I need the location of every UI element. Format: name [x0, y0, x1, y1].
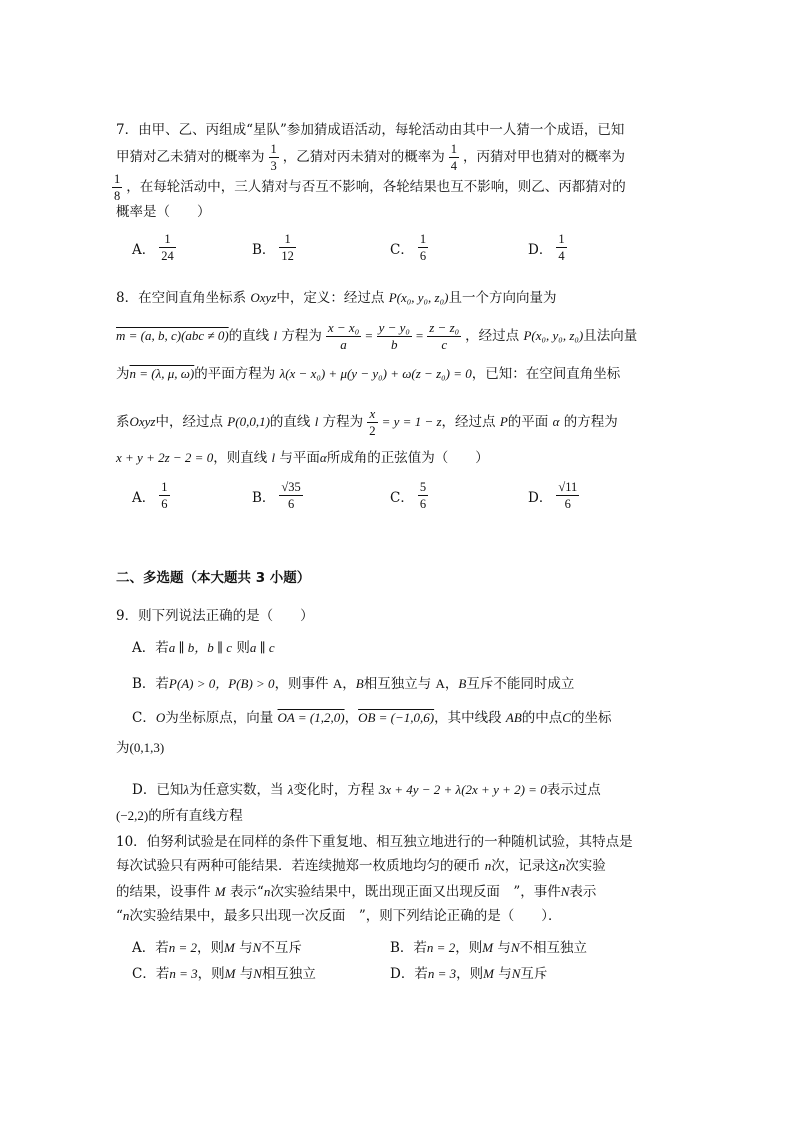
q8-oxyz-2: Oxyz: [129, 414, 156, 429]
q8-option-a-frac: [159, 480, 169, 511]
q8-text-3c: ，已知：在空间直角坐标: [471, 366, 621, 382]
q8-text-1c: 且一个方向向量为: [448, 290, 557, 306]
q8-text-2c: ，经过点: [465, 328, 520, 344]
q9-c-label: C．: [132, 710, 156, 726]
q9-c-vector-ob: OB = (−1,0,6): [358, 710, 435, 725]
q9-c-segment-ab: AB: [505, 710, 522, 725]
q7-f1-num: 1: [270, 142, 277, 156]
q8-text-4f: ，经过点: [441, 414, 496, 430]
q7-option-a-label: A．: [132, 241, 156, 258]
q10-d-then: ，则: [456, 966, 484, 982]
q7-line-2: [116, 140, 625, 174]
q8-option-b-label: B．: [252, 489, 276, 506]
q9-a-conclusion: a ∥ c: [249, 640, 275, 655]
q10-text-1: 10．伯努利试验是在同样的条件下重复地、相互独立地进行的一种随机试验，其特点是: [116, 834, 633, 850]
q10-d-conclusion: 互斥: [520, 966, 548, 982]
q9-d-equation: 3x + 4y − 2 + λ(2x + y + 2) = 0: [378, 782, 547, 797]
q7-option-c-frac: [418, 232, 428, 263]
q8-option-d-den: 6: [564, 497, 571, 511]
q8-option-b[interactable]: [252, 480, 307, 511]
q9-b-probabilities: P(A) > 0，P(B) > 0: [168, 676, 275, 691]
q10-n-var-4: n: [122, 908, 130, 923]
q7-f2-den: 4: [450, 159, 457, 173]
q10-option-c[interactable]: [132, 962, 316, 982]
q9-c-midpoint: C: [562, 710, 571, 725]
q7-option-d-num: 1: [558, 232, 565, 246]
q7-option-d-den: 4: [558, 249, 565, 263]
q9-b-comma-2: ，: [444, 676, 459, 692]
q7-line-4: [116, 202, 211, 222]
q9-b-label: B．若: [132, 676, 169, 692]
q8-option-d[interactable]: [528, 480, 583, 511]
q9-d-text-2: 为任意实数，当: [188, 782, 284, 798]
q8-option-c-frac: [418, 480, 428, 511]
q10-b-conclusion: 不相互独立: [519, 940, 588, 956]
q10-d-n: n = 3: [427, 966, 457, 981]
q9-d-point: (−2,2): [116, 808, 149, 823]
q10-a-n-event: N: [252, 940, 262, 955]
q10-text-3d: 表示: [569, 884, 597, 900]
q9-stem-text: 9．则下列说法正确的是（ ）: [116, 608, 314, 624]
q10-c-and: 与: [239, 966, 254, 982]
q10-event-m: M: [214, 884, 226, 899]
q10-a-and: 与: [239, 940, 253, 956]
q8-m-vector: m = (a, b, c)(abc ≠ 0): [116, 328, 229, 343]
q10-b-n: n = 2: [426, 940, 456, 955]
q7-option-d[interactable]: [528, 232, 571, 263]
q8-text-4h: 的方程为: [563, 414, 618, 430]
section-title-multi-choice: 二、多选题（本大题共 3 小题）: [116, 570, 311, 586]
q7-option-c[interactable]: [390, 232, 432, 263]
q7-option-c-den: 6: [419, 249, 427, 263]
q9-b-event-b: B: [355, 676, 364, 691]
q8-plane-alpha-eq: x + y + 2z − 2 = 0: [116, 450, 214, 465]
q10-a-label: A．若: [132, 940, 169, 956]
q9-b-event-a-2: A: [435, 676, 445, 691]
q8-text-5c: 与平面: [279, 450, 320, 466]
q10-a-then: ，则: [197, 940, 225, 956]
q7-option-c-num: 1: [419, 232, 427, 246]
q10-d-m: M: [483, 966, 494, 981]
q8-fx-num: x − x₀: [327, 320, 360, 335]
q10-b-m: M: [482, 940, 494, 955]
q8-option-a-num: 1: [161, 480, 168, 494]
q9-b-event-b-2: B: [458, 676, 467, 691]
q8-frac-x2: [367, 407, 378, 438]
q8-line-4: [116, 404, 618, 440]
q8-l-var: l: [273, 328, 278, 343]
q8-text-1b: 中，定义：经过点: [276, 290, 385, 306]
q9-option-d[interactable]: [132, 780, 601, 800]
q10-c-conclusion: 相互独立: [261, 966, 316, 982]
q9-option-c[interactable]: C．O为坐标原点，向量 OA = (1,2,0)，OB = (−1,0,6)，其中线段 AB的中点C的坐标: [132, 710, 612, 726]
q8-line-2: m = (a, b, c)(abc ≠ 0)的直线 l 方程为 $\frac{\text{x − x₀}}{a}$ = $\frac{\text{y − y₀}}{b}$ = $\frac{\text{z − z₀}}{c}$ ，经过点 P(x₀, y₀, z₀)且法向量: [116, 320, 638, 352]
q9-a-label: A．若: [132, 640, 169, 656]
q9-a-vectors: a ∥ b，b ∥ c: [168, 640, 233, 655]
q8-text-4g: 的平面: [507, 414, 549, 430]
q10-n-var: n: [484, 858, 492, 873]
q10-option-d[interactable]: [390, 962, 547, 982]
q8-option-b-frac: [279, 480, 302, 511]
q8-text-1a: 8．在空间直角坐标系: [116, 290, 247, 306]
q8-option-a[interactable]: [132, 480, 174, 511]
q8-fz-den: c: [441, 337, 448, 352]
q9-d-text-4: 表示过点: [546, 782, 601, 798]
q9-option-b[interactable]: [132, 674, 574, 694]
q9-c-point: (0,1,3): [129, 740, 165, 755]
q9-d-lambda-2: λ: [287, 782, 294, 797]
q10-text-3b: 表示“: [229, 884, 264, 900]
q7-f3-den: 8: [114, 189, 121, 203]
q8-point-p001: P(0,0,1): [227, 414, 270, 429]
q9-option-a[interactable]: [132, 638, 275, 658]
q7-text-2a: 甲猜对乙未猜对的概率为: [116, 149, 265, 165]
q8-option-c[interactable]: [390, 480, 432, 511]
q10-text-4b: 次实验结果中，最多只出现一次反面 ”，则下列结论正确的是（ ）．: [129, 908, 562, 924]
q7-line-1: [116, 120, 624, 140]
q8-point-p0: P(x₀, y₀, z₀): [388, 290, 449, 305]
q9-d-lambda: λ: [183, 782, 189, 797]
q10-line-3: [116, 882, 596, 902]
q7-option-d-label: D．: [528, 241, 553, 258]
q10-b-label: B．若: [390, 940, 427, 956]
q7-option-d-frac: [556, 232, 566, 263]
q8-option-b-den: 6: [287, 497, 295, 511]
q8-text-4c: 的直线: [269, 414, 311, 430]
q8-text-3a: 为: [116, 366, 130, 382]
q8-fx2-num: x: [367, 407, 378, 423]
q7-line-3: [112, 170, 626, 204]
q10-c-then: ，则: [197, 966, 225, 982]
q7-f1-den: 3: [270, 159, 277, 173]
q8-line-3: [116, 364, 620, 384]
q10-c-n-event: N: [253, 966, 262, 981]
q8-text-2b: 方程为: [281, 328, 322, 344]
q9-c-vector-oa: OA = (1,2,0): [277, 710, 345, 725]
q10-c-label: C．若: [132, 966, 170, 982]
q7-option-b[interactable]: [252, 232, 300, 263]
q10-d-and: 与: [498, 966, 512, 982]
q8-text-5b: ，则直线: [213, 450, 268, 466]
q7-option-b-label: B．: [252, 241, 276, 258]
q8-fz-num: z − z₀: [429, 320, 460, 335]
q10-c-m: M: [224, 966, 236, 981]
q9-b-text-5: 互斥不能同时成立: [466, 676, 575, 692]
q9-b-event-a: A: [332, 676, 343, 691]
q9-c-text-5: 的坐标: [570, 710, 612, 726]
q8-fx2-den: 2: [369, 423, 376, 438]
q8-option-c-num: 5: [419, 480, 427, 494]
q8-option-a-den: 6: [161, 497, 168, 511]
q10-b-n-event: N: [510, 940, 520, 955]
q8-option-a-label: A．: [132, 489, 156, 506]
q9-c-text-2: 为坐标原点，向量: [165, 710, 274, 726]
q8-line-1: [116, 288, 556, 308]
q10-text-3c: 次实验结果中，既出现正面又出现反面 ”，事件: [270, 884, 561, 900]
q10-b-and: 与: [497, 940, 511, 956]
q8-frac-x: [326, 321, 361, 352]
q8-text-2a: 的直线: [228, 328, 270, 344]
q10-a-n: n = 2: [168, 940, 198, 955]
q8-frac-y: [377, 321, 412, 352]
q10-a-conclusion: 不互斥: [261, 940, 302, 956]
q7-option-b-frac: [279, 232, 296, 263]
q7-fraction-3: [112, 172, 122, 203]
q9-b-comma: ，: [342, 676, 356, 692]
q8-text-2d: 且法向量: [583, 328, 638, 344]
q10-text-4a: “: [116, 908, 123, 924]
q10-n-var-3: n: [263, 884, 271, 899]
q8-option-c-label: C．: [390, 489, 414, 506]
q9-d-label: D．已知: [132, 782, 184, 798]
q10-line-4: [116, 906, 562, 926]
q7-fraction-1: [269, 142, 279, 173]
q10-d-n-event: N: [511, 966, 521, 981]
q10-a-m: M: [224, 940, 235, 955]
q10-option-b[interactable]: [390, 936, 587, 956]
q8-p-var: P: [499, 414, 508, 429]
q7-option-a-num: 1: [159, 232, 176, 248]
q8-line-eq-rest: = y = 1 − z: [381, 414, 442, 429]
q8-frac-z: [427, 321, 461, 352]
q8-text-5d: 所成角的正弦值为（ ）: [326, 450, 489, 466]
q10-b-then: ，则: [455, 940, 483, 956]
q9-option-d-cont: [116, 806, 243, 826]
q8-text-4a: 系: [116, 414, 130, 430]
q7-text-1: 7．由甲、乙、丙组成“星队”参加猜成语活动，每轮活动由其中一人猜一个成语，已知: [116, 122, 625, 138]
q8-text-3b: 的平面方程为: [194, 366, 276, 382]
q9-a-then: 则: [236, 640, 250, 656]
q8-l-var-2: l: [314, 414, 319, 429]
q8-point-p0-2: P(x₀, y₀, z₀): [523, 328, 584, 343]
q9-c-text-6: 为: [116, 740, 130, 756]
q9-d-text-5: 的所有直线方程: [148, 808, 243, 824]
q10-n-var-2: n: [558, 858, 566, 873]
q8-option-c-den: 6: [419, 497, 427, 511]
q9-option-c-cont: [116, 738, 164, 758]
q8-plane-equation: λ(x − x₀) + μ(y − y₀) + ω(z − z₀) = 0: [279, 366, 472, 381]
q8-text-4b: 中，经过点: [155, 414, 223, 430]
q9-c-origin: O: [155, 710, 166, 725]
q7-option-c-label: C．: [390, 241, 414, 258]
q10-c-n: n = 3: [169, 966, 198, 981]
q10-text-2b: 次，记录这: [491, 858, 559, 874]
q7-text-2b: ，乙猜对丙未猜对的概率为: [282, 149, 445, 165]
q10-line-1: [116, 832, 633, 852]
q7-text-2c: ，丙猜对甲也猜对的概率为: [463, 149, 625, 165]
q7-option-a[interactable]: [132, 232, 180, 263]
q9-b-text-4: 相互独立与: [363, 676, 432, 692]
q7-text-4: 概率是（ ）: [116, 204, 211, 220]
q10-line-2: [116, 856, 606, 876]
q8-option-d-frac: [556, 480, 579, 511]
q8-text-4d: 方程为: [322, 414, 364, 430]
q7-fraction-2: [449, 142, 459, 173]
q8-fy-num: y − y₀: [378, 320, 410, 335]
q8-option-b-num: √35: [281, 480, 301, 494]
q8-fx-den: a: [340, 337, 347, 352]
q10-text-2a: 每次试验只有两种可能结果．若连续抛郑一枚质地均匀的硬币: [116, 858, 481, 874]
q10-option-a[interactable]: [132, 936, 302, 956]
q8-n-vector: n = (λ, μ, ω): [129, 366, 195, 381]
q8-option-d-label: D．: [528, 489, 553, 506]
q9-c-text-4: 的中点: [521, 710, 563, 726]
q7-option-a-frac: [159, 232, 176, 263]
q7-f2-num: 1: [450, 142, 457, 156]
q10-text-3a: 的结果，设事件: [116, 884, 211, 900]
q8-fy-den: b: [390, 337, 398, 352]
q9-b-text-2: ，则事件: [274, 676, 329, 692]
q8-oxyz: Oxyz: [250, 290, 277, 305]
q7-f3-num: 1: [114, 172, 121, 186]
q8-option-d-num: √11: [558, 480, 578, 494]
q8-line-5: [116, 448, 489, 468]
q10-text-2c: 次实验: [565, 858, 606, 874]
q10-event-n: N: [560, 884, 570, 899]
q8-l-var-3: l: [271, 450, 276, 465]
q8-alpha-2: α: [319, 450, 327, 465]
q7-text-3: ，在每轮活动中，三人猜对与否互不影响，各轮结果也互不影响，则乙、丙都猜对的: [126, 179, 626, 195]
q9-c-text-3: ，其中线段: [434, 710, 502, 726]
q9-d-text-3: 变化时，方程: [293, 782, 375, 798]
q8-alpha: α: [552, 414, 560, 429]
q10-d-label: D．若: [390, 966, 428, 982]
q7-option-a-den: 24: [161, 249, 174, 263]
q7-option-b-num: 1: [279, 232, 296, 248]
q7-option-b-den: 12: [281, 249, 294, 263]
q9-stem: [116, 606, 314, 626]
